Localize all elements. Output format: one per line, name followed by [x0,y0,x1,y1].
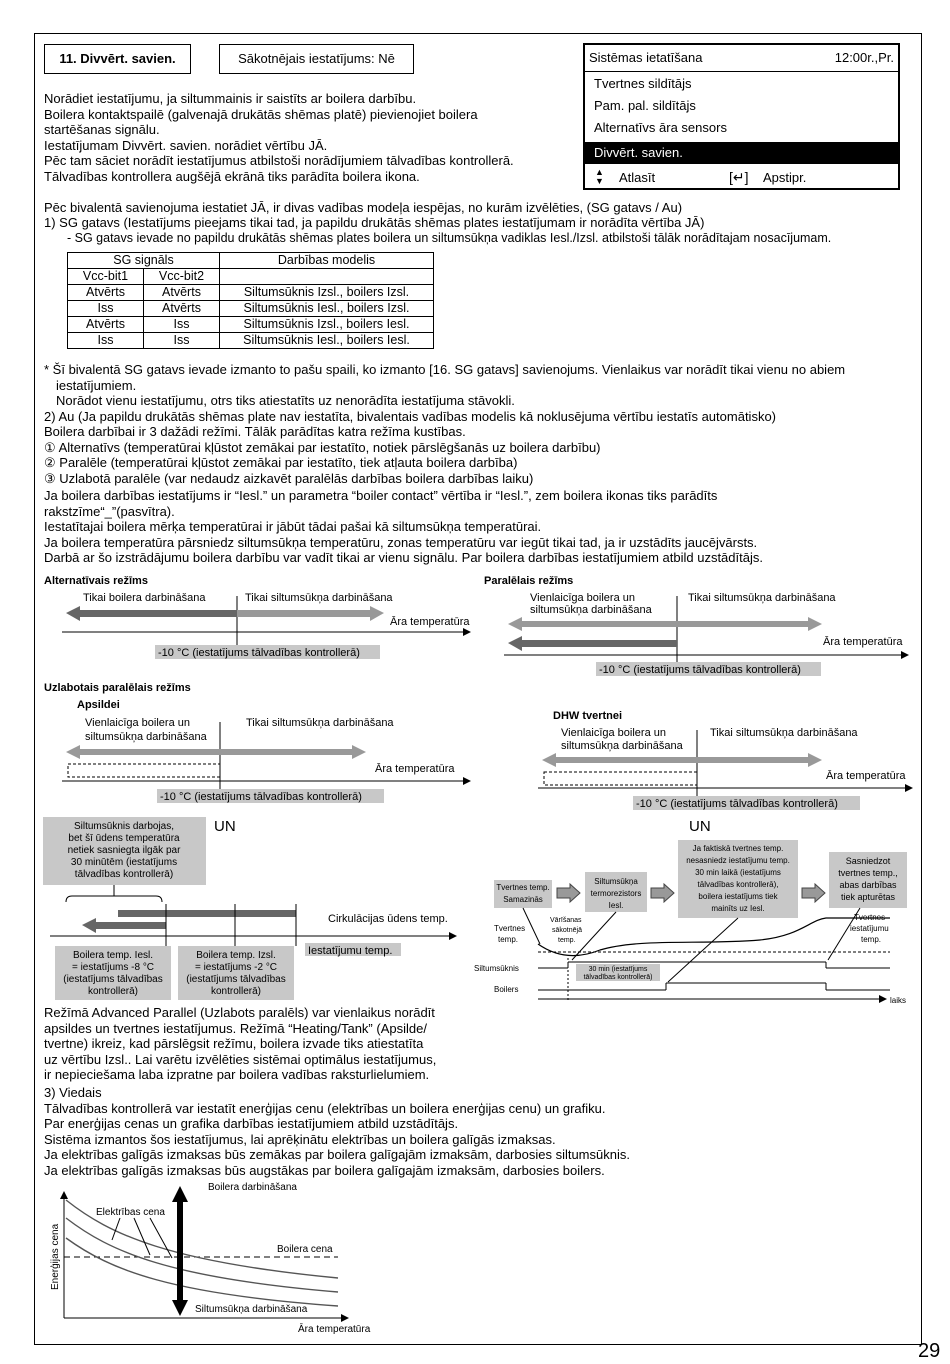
par-title: Paralēlais režīms [484,575,574,587]
set-temp-label: Iestatījumu temp. [308,945,393,957]
table-row: Atvērts Atvērts Siltumsūknis Izsl., boilers Izsl. [68,285,434,301]
svg-text:30 min (iestatījums: 30 min (iestatījums [588,966,648,973]
section1-line3: - SG gatavs ievade no papildu drukātās shēmas plates boilera un siltumsūkņa vadiklas Iesl./Izsl. atbilstoši tālāk norādītajam nosacījumam. [67,231,832,245]
alt-boiler-arrow [66,606,237,621]
advanced-text: Režīmā Advanced Parallel (Uzlabots paralēls) var vienlaikus norādīt apsildes un tvertnes iestatījumus. Režīmā “Heating/Tank” (Apsilde/ tvertne) ikreiz, kad pārslēgsit režīmu, boilera izvade tiks atiestatīta uz vērtību Izsl.. Lai varētu izvēlēties sistēmai optimālus iestatījumus, ir nepieciešama laba izpratne par boilera vadības raksturlielumiem. [44,1005,437,1082]
svg-text:Boilera temp. Izsl.: Boilera temp. Izsl. [196,950,276,961]
menu-item-bivalent[interactable]: Divvērt. savien. [585,142,898,164]
mode-mark-3: ③ [44,470,56,486]
menu-item-alt-outdoor-sensor[interactable]: Alternatīvs āra sensors [594,120,727,135]
svg-text:Tvertnes temp.: Tvertnes temp. [496,883,550,892]
svg-text:tālvadības kontrollerā): tālvadības kontrollerā) [74,869,174,880]
adv-title: Uzlabotais paralēlais režīms [44,682,191,694]
adv-d-hp-arrow [542,753,822,767]
dhw-label: DHW tvertnei [553,710,623,722]
svg-text:bet šī ūdens temperatūra: bet šī ūdens temperatūra [68,833,180,844]
par-outdoor-label: Āra temperatūra [823,636,903,648]
svg-text:nesasniedz iestatījumu temp.: nesasniedz iestatījumu temp. [686,856,790,865]
mode-mark-2: ② [44,455,56,470]
heat-boiler-arrow [82,918,166,933]
sg-header-signal: SG signāls [68,253,220,269]
svg-text:kontrollerā): kontrollerā) [87,986,139,997]
svg-text:= iestatījums -8 °C: = iestatījums -8 °C [71,962,155,973]
adv-d-boiler-dashed [544,772,697,785]
svg-text:Siltumsūknis darbojas,: Siltumsūknis darbojas, [73,821,175,832]
svg-text:30 minūtēm (iestatījums: 30 minūtēm (iestatījums [70,857,178,868]
svg-text:= iestatījums -2 °C: = iestatījums -2 °C [194,962,278,973]
alt-outdoor-label: Āra temperatūra [390,616,470,628]
hp-operation-label: Siltumsūkņa darbināšana [195,1304,308,1315]
svg-text:Iesl.: Iesl. [608,901,624,910]
table-row: Atvērts Iss Siltumsūknis Izsl., boilers Iesl. [68,317,434,333]
adv-h-both-1: Vienlaicīga boilera un [85,717,190,729]
svg-text:Boilera temp. Iesl.: Boilera temp. Iesl. [72,950,154,961]
svg-text:Tvertnes: Tvertnes [854,913,886,922]
svg-text:temp.: temp. [861,935,882,944]
mode-diagrams [0,570,950,1010]
adv-d-both-1: Vienlaicīga boilera un [561,727,666,739]
controller-screen [583,43,900,190]
svg-text:Sasniedzot: Sasniedzot [845,856,891,866]
tank-temp-curve [538,918,890,956]
hp-note-brace [66,896,162,902]
electricity-price-label: Elektrības cena [96,1207,165,1218]
svg-text:Samazinās: Samazinās [503,895,543,904]
par-both-1: Vienlaicīga boilera un [530,592,635,604]
section1-line1: Pēc bivalentā savienojuma iestatiet JĀ, ir divas vadības modeļa iespējas, no kurām izvēlēties, (SG gatavs / Au) [44,200,683,215]
svg-text:iestatījumu: iestatījumu [850,924,889,933]
par-boiler-arrow [508,636,677,651]
heating-label: Apsildei [77,699,120,711]
adv-h-hp-arrow [66,745,366,759]
setting-title: 11. Divvērt. savien. [44,44,191,74]
electricity-curve-2 [66,1218,338,1292]
alt-setting-label: -10 °C (iestatījums tālvadības kontrollerā) [158,647,360,659]
enter-icon: [↵] [729,169,749,185]
sg-header-model: Darbības modelis [220,253,434,269]
menu-item-tank-heater[interactable]: Tvertnes sildītājs [594,76,692,91]
table-row: Iss Iss Siltumsūknis Iesl., boilers Iesl. [68,333,434,349]
footer-confirm-label: Apstipr. [763,170,807,185]
alt-hp-only: Tikai siltumsūkņa darbināšana [245,592,393,604]
svg-text:(iestatījums tālvadības: (iestatījums tālvadības [186,974,286,985]
svg-text:Vārīšanas: Vārīšanas [550,917,582,924]
menu-item-booster-heater[interactable]: Pam. pal. sildītājs [594,98,696,113]
time-label: laiks [890,996,907,1005]
dhw-flow-arrow-2 [651,884,674,902]
mode-mark-1: ① [44,439,56,455]
adv-h-setting: -10 °C (iestatījums tālvadības kontrollerā) [160,791,362,803]
svg-text:mainīts uz Iesl.: mainīts uz Iesl. [711,904,765,913]
svg-text:tālvadības kontrollerā): tālvadības kontrollerā) [583,974,653,981]
par-hp-only: Tikai siltumsūkņa darbināšana [688,592,836,604]
smart-price-chart [40,1178,400,1338]
adv-h-outdoor: Āra temperatūra [375,763,455,775]
svg-text:tiek apturētas: tiek apturētas [840,892,896,902]
section1-line2: 1) SG gatavs (Iestatījums pieejams tikai tad, ja papildu drukātās shēmas plates iestatījumam ir norādīta vērtība JĀ) [44,215,705,230]
section2-text: * Šī bivalentā SG gatavs ievade izmanto to pašu spaili, ko izmanto [16. SG gatavs] savienojums. Vienlaikus var norādīt tikai vienu no abiem iestatījumiem. Norādot vienu iestatījumu, otrs tiks atiestatīts uz nenorādīta iestatījuma stāvokli. 2) Au (Ja papildu drukātās shēmas plate nav iestatīta, bivalentais vadības modelis kā noklusējuma vērtību iestatīs automātisko) Boilera darbībai ir 3 dažādi režīmi. Tālāk parādītas katra režīma kustības. ① Alternatīvs (temperatūrai kļūstot zemākai par iestatīto, notiek pārslēgšanās uz boilera darbību) ② Paralēle (temperatūrai kļūstot zemākai par iestatīto, tiek atļauta boilera darbība) ③ Uzlabotā paralēle (var nedaudz aizkavēt paralēlās darbības boilera darbības laiku) Ja boilera darbības iestatījums ir “Iesl.” un parametra “boiler contact” vērtība ir “Iesl.”, zem boilera ikonas tiks parādīts rakstzīme“_”(pasvītra). Iestatītajai boilera mērķa temperatūrai ir jābūt tādai pašai kā siltumsūkņa temperatūrai. Ja boilera temperatūra pārsniedz siltumsūkņa temperatūru, zonas temperatūru var iegūt tikai tad, ja ir uzstādīts jaucējvārsts. Darbā ar šo izstrādājumu boilera darbību var vadīt tikai ar vienu signālu. Par boilera darbības iestatījumiem atbild uzstādītājs. [44,362,846,565]
intro-text: Norādiet iestatījumu, ja siltummainis ir saistīts ar boilera darbību. Boilera kontaktspailē (galvenajā drukātās shēmas platē) pievienojiet boilera startēšanas signālu. Iestatījumam Divvērt. savien. norādiet vērtību JĀ. Pēc tam sāciet norādīt iestatījumus atbilstoši norādījumiem tālvadības kontrollerā. Tālvadības kontrollera augšējā ekrānā tiks parādīta boilera ikona. [44,91,514,184]
alt-hp-arrow [237,606,384,621]
par-hp-arrow [508,617,822,631]
and-label-left: UN [214,818,236,835]
svg-text:sākotnējā: sākotnējā [552,927,582,934]
circ-temp-label: Cirkulācijas ūdens temp. [328,913,448,925]
section3-text: 3) Viedais Tālvadības kontrollerā var iestatīt enerģijas cenu (elektrības un boilera enerģijas cenu) un grafiku. Par enerģijas cenas un grafika darbības iestatījumiem atbild uzstādītājs. Sistēma izmantos šos iestatījumus, lai aprēķinātu elektrības un boilera galīgās izmaksas. Ja elektrības galīgās izmaksas būs zemākas par boilera galīgajām izmaksām, darbosies siltumsūknis. Ja elektrības galīgās izmaksas būs augstākas par boilera galīgajām izmaksām, darbosies boilers. [44,1085,630,1178]
adv-h-both-2: siltumsūkņa darbināšana [85,731,207,743]
svg-text:Tvertnes: Tvertnes [494,924,526,933]
svg-text:temp.: temp. [498,935,519,944]
svg-text:tālvadības kontrollerā),: tālvadības kontrollerā), [697,880,779,889]
screen-time: 12:00r.,Pr. [834,50,894,65]
boiler-operation-label: Boilera darbināšana [208,1182,297,1193]
adv-h-boiler-dashed [68,764,220,777]
alt-title: Alternatīvais režīms [44,575,148,587]
svg-text:(iestatījums tālvadības: (iestatījums tālvadības [63,974,163,985]
svg-text:temp.: temp. [558,937,576,944]
svg-text:30 min laikā (iestatījums: 30 min laikā (iestatījums [695,868,781,877]
screen-title: Sistēmas ietatīšana [589,50,703,65]
svg-text:boilera iestatījums tiek: boilera iestatījums tiek [698,892,778,901]
adv-h-hp-only: Tikai siltumsūkņa darbināšana [246,717,394,729]
dhw-flow-arrow-1 [557,884,580,902]
svg-text:termorezistors: termorezistors [590,889,642,898]
adv-d-setting: -10 °C (iestatījums tālvadības kontrollerā) [636,798,838,810]
up-down-arrow-icon: ▲ ▼ [595,167,604,186]
boiler-label: Boilers [494,985,519,994]
page-number: 29 [918,1340,941,1362]
svg-text:abas darbības: abas darbības [839,880,897,890]
par-both-2: siltumsūkņa darbināšana [530,604,652,616]
outdoor-temp-label: Āra temperatūra [298,1324,371,1335]
svg-text:Ja faktiskā tvertnes temp.: Ja faktiskā tvertnes temp. [692,844,784,853]
energy-price-label: Enerģijas cena [50,1223,61,1290]
adv-d-hp-only: Tikai siltumsūkņa darbināšana [710,727,858,739]
adv-d-outdoor: Āra temperatūra [826,770,906,782]
alt-boiler-only: Tikai boilera darbināšana [83,592,206,604]
svg-text:netiek sasniegta ilgāk par: netiek sasniegta ilgāk par [67,845,181,856]
default-setting: Sākotnējais iestatījums: Nē [219,44,414,74]
sg-table: SG signāls Darbības modelis Vcc-bit1 Vcc-bit2 Atvērts Atvērts Siltumsūknis Izsl., boilers Izsl. Iss Atvērts Siltumsūknis Iesl., boilers Izsl. Atvērts Iss Siltumsūknis Izsl., boilers Iesl. Iss Iss Siltumsūknis Iesl., boilers Iesl. [67,252,434,349]
par-setting-label: -10 °C (iestatījums tālvadības kontrollerā) [599,664,801,676]
svg-text:kontrollerā): kontrollerā) [210,986,262,997]
dhw-flow-arrow-3 [802,884,825,902]
svg-text:tvertnes temp.,: tvertnes temp., [838,868,898,878]
svg-text:Siltumsūkņa: Siltumsūkņa [594,877,638,886]
boiler-price-label: Boilera cena [277,1244,333,1255]
and-label-right: UN [689,818,711,835]
heat-boiler-bar [118,910,296,917]
adv-d-both-2: siltumsūkņa darbināšana [561,740,683,752]
footer-select-label: Atlasīt [619,170,656,185]
table-row: Iss Atvērts Siltumsūknis Iesl., boilers Izsl. [68,301,434,317]
heat-pump-label: Siltumsūknis [474,964,519,973]
